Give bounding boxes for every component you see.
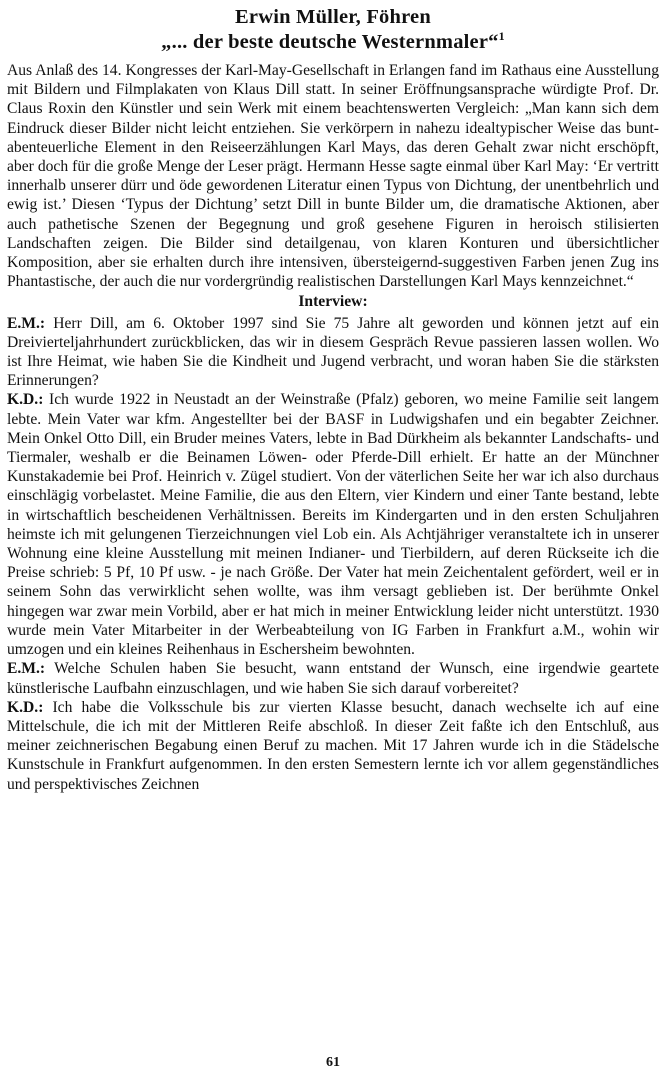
article-title	[7, 30, 659, 55]
title-text: „... der beste deutsche Westernmaler“	[161, 31, 499, 53]
exchange-2	[7, 390, 659, 659]
exchange-4	[7, 698, 659, 794]
speaker-label: E.M.:	[7, 314, 46, 332]
article-body	[7, 61, 659, 794]
exchange-3	[7, 659, 659, 697]
intro-paragraph: Aus Anlaß des 14. Kongresses der Karl-May-Gesellschaft in Erlangen fand im Rathaus eine Ausstellung mit Bildern und Filmplakaten von Klaus Dill statt. In seiner Eröffnungsansprache würdigte Prof. Dr. Claus Roxin den Künstler und sein Werk mit einem beachtenswerten Vergleich: „Man kann sich dem Eindruck dieser Bilder nicht leicht entziehen. Sie verkörpern in nahezu idealtypischer Weise das bunt-abenteuerliche Element in den Reiseerzählungen Karl Mays, das deren Gehalt zwar nicht erschöpft, aber doch für die große Menge der Leser prägt. Hermann Hesse sagte einmal über Karl May: ‘Er vertritt innerhalb unserer dürr und öde gewordenen Literatur einen Typus von Dichtung, der unentbehrlich und ewig ist.’ Diesen ‘Typus der Dichtung’ setzt Dill in bunte Bilder um, die dramatische Aktionen, aber auch pathetische Szenen der Begegnung und groß gesehene Figuren in heroisch stilisierten Landschaften zeigen. Die Bilder sind detailgenau, von klaren Konturen und übersichtlicher Komposition, aber sie erhalten durch ihre intensiven, übersteigernd-suggestiven Farben jenen Zug ins Phantastische, der auch die nur vordergründig realistischen Darstellungen Karl Mays kennzeichnet.“	[7, 62, 659, 291]
speaker-label: K.D.:	[7, 391, 44, 409]
footnote-marker: 1	[498, 29, 505, 44]
speaker-label: K.D.:	[7, 698, 44, 716]
page-number: 61	[326, 1055, 340, 1070]
author-line: Erwin Müller, Föhren	[235, 6, 431, 28]
exchange-text: Ich wurde 1922 in Neustadt an der Weinstraße (Pfalz) geboren, wo meine Familie seit langem lebte. Mein Vater war kfm. Angestellter bei der BASF in Ludwigshafen und ein begabter Zeichner. Mein Onkel Otto Dill, ein Bruder meines Vaters, lebte in Bad Dürkheim als bekannter Landschafts- und Tiermaler, weshalb er die Beinamen Löwen- oder Pferde-Dill erhielt. Er hatte an der Münchner Kunstakademie bei Prof. Heinrich v. Zügel studiert. Von der väterlichen Seite her war ich also durchaus einschlägig vorbelastet. Meine Familie, die aus den Eltern, vier Kindern und einer Tante bestand, lebte in wirtschaftlich bescheidenen Verhältnissen. Bereits im Kindergarten und in den ersten Schuljahren heimste ich mit gelungenen Tierzeichnungen viel Lob ein. Als Achtjähriger veranstaltete ich in unserer Wohnung eine kleine Ausstellung mit meinen Indianer- und Tierbildern, auf deren Rückseite ich die Preise schrieb: 5 Pf, 10 Pf usw. - je nach Größe. Der Vater hat mein Zeichentalent gefördert, weil er in seinem Sohn das verwirklicht sehen wollte, was ihm versagt geblieben ist. Der berühmte Onkel hingegen war zwar mein Vorbild, aber er hat mich in meiner Entwicklung leider nicht unterstützt. 1930 wurde mein Vater Mitarbeiter in der Werbeabteilung von IG Farben in Frankfurt a.M., wohin wir umzogen und ein kleines Reihenhaus in Eschersheim bewohnten.	[7, 391, 659, 659]
article-header	[7, 5, 659, 55]
document-page	[7, 0, 659, 1090]
exchange-text: Herr Dill, am 6. Oktober 1997 sind Sie 75 Jahre alt geworden und können jetzt auf ein Dreivierteljahrhundert zurückblicken, das wir in diesem Gespräch Revue passieren lassen wollen. Wo ist Ihre Heimat, wie haben Sie die Kindheit und Jugend verbracht, und woran haben Sie die stärksten Erinnerungen?	[7, 314, 659, 390]
interview-heading: Interview:	[298, 293, 368, 311]
exchange-1	[7, 314, 659, 391]
exchange-text: Ich habe die Volksschule bis zur vierten Klasse besucht, danach wechselte ich auf eine Mittelschule, die ich mit der Mittleren Reife abschloß. In dieser Zeit faßte ich den Entschluß, aus meiner zeichnerischen Begabung einen Beruf zu machen. Mit 17 Jahren wurde ich in die Städelsche Kunstschule in Frankfurt aufgenommen. In den ersten Semestern lernte ich vor allem gegenständliches und perspektivisches Zeichnen	[7, 698, 659, 793]
exchange-text: Welche Schulen haben Sie besucht, wann entstand der Wunsch, eine irgendwie geartete künstlerische Laufbahn einzuschlagen, und wie haben Sie sich darauf vorbereitet?	[7, 660, 659, 697]
speaker-label: E.M.:	[7, 660, 46, 678]
